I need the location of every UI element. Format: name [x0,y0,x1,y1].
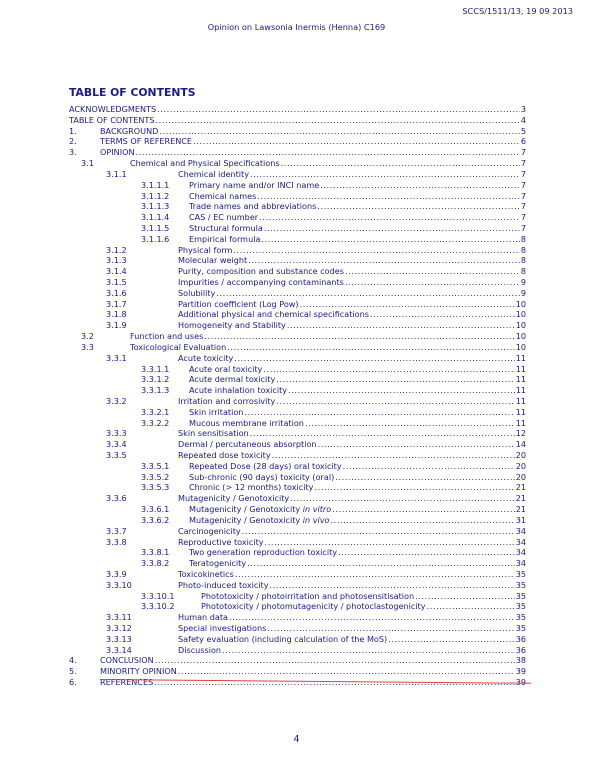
toc-entry-page: 21 [515,482,526,493]
toc-entry-number: 3.1.1.5 [141,222,170,233]
toc-entry[interactable] [69,655,526,666]
toc-entry-page: 10 [515,309,526,320]
toc-entry-number: 3.3.5 [106,450,127,460]
toc-entry-number: 2. [69,136,77,147]
toc-entry[interactable] [69,353,526,364]
toc-entry-page: 38 [515,655,526,666]
toc-entry-number: 3.3.8 [106,536,127,547]
toc-leader-dots [155,655,515,666]
toc-entry-number: 6. [69,677,77,688]
toc-entry-number: 3.3 [81,341,94,352]
toc-leader-dots [265,537,515,548]
toc-entry[interactable] [69,418,526,429]
toc-entry-page: 6 [520,136,526,147]
toc-entry-number: 3.3.1.3 [141,385,170,396]
toc-entry-label: CAS / EC number [189,212,259,223]
toc-entry-label: Sub-chronic (90 days) toxicity (oral) [189,471,335,482]
toc-entry-number: 3.3.5.2 [141,471,170,482]
toc-entry[interactable] [69,299,526,310]
toc-entry-label: Safety evaluation (including calculation of the MoS) [178,633,388,644]
toc-entry-number: 3.3.5.1 [141,460,170,471]
toc-entry[interactable] [69,223,526,234]
toc-leader-dots [259,212,520,223]
toc-entry-label: Chemical names [189,190,257,201]
toc-leader-dots [250,428,515,439]
toc-entry-page: 9 [520,287,526,298]
toc-entry-page: 11 [515,406,526,417]
toc-entry-page: 20 [515,460,526,471]
toc-entry[interactable] [69,158,526,169]
toc-entry-label: Skin irritation [189,406,244,417]
page-header-reference: SCCS/1511/13, 19 09 2013 [462,6,573,16]
toc-entry-page: 7 [520,179,526,190]
toc-entry-page: 10 [515,331,526,342]
toc-entry-label: OPINION [100,147,135,158]
toc-entry-number: 3. [69,147,77,158]
toc-entry-label: Trade names and abbreviations [189,201,317,212]
toc-leader-dots [335,472,514,483]
toc-leader-dots [264,223,520,234]
toc-entry-page: 34 [515,536,526,547]
toc-leader-dots [235,569,515,580]
toc-entry[interactable] [69,277,526,288]
toc-entry[interactable] [69,439,526,450]
toc-entry-label: Two generation reproduction toxicity [189,547,338,558]
toc-entry-number: 3.1.5 [106,277,127,287]
toc-entry-page: 35 [515,579,526,590]
toc-leader-dots [248,255,520,266]
toc-leader-dots [242,526,515,537]
toc-entry[interactable] [69,504,526,515]
toc-entry-label: TABLE OF CONTENTS [69,114,155,125]
toc-entry-page: 9 [520,277,526,287]
toc-entry-number: 3.1.2 [106,244,127,255]
toc-leader-dots [332,504,514,515]
toc-entry-page: 8 [520,244,526,255]
toc-entry[interactable] [69,212,526,223]
toc-leader-dots [314,482,514,493]
toc-entry[interactable] [69,428,526,439]
toc-leader-dots [318,439,515,450]
toc-entry[interactable] [69,526,526,537]
toc-entry-page: 14 [515,439,526,450]
toc-leader-dots [193,136,520,147]
toc-entry-number: 3.3.3 [106,428,127,439]
toc-entry[interactable] [69,309,526,320]
toc-entry-page: 11 [515,374,526,385]
toc-entry-number: 3.1.1.2 [141,190,170,201]
toc-leader-dots [233,245,519,256]
toc-entry-number: 3.3.6 [106,493,127,504]
toc-entry-page: 7 [520,168,526,179]
toc-entry-number: 1. [69,125,77,136]
toc-entry-number: 3.1.6 [106,287,127,298]
toc-entry[interactable] [69,569,526,580]
toc-entry[interactable] [69,385,526,396]
toc-entry[interactable] [69,342,526,353]
toc-entry[interactable] [69,255,526,266]
toc-entry[interactable] [69,645,526,656]
toc-leader-dots [290,493,515,504]
toc-entry-page: 11 [515,417,526,428]
toc-leader-dots [415,591,515,602]
toc-entry-number: 3.3.1 [106,352,127,363]
toc-leader-dots [272,450,515,461]
toc-entry[interactable] [69,450,526,461]
toc-entry-page: 36 [515,644,526,655]
toc-entry[interactable] [69,266,526,277]
toc-entry-page: 7 [520,190,526,201]
toc-leader-dots [320,180,520,191]
toc-entry[interactable] [69,482,526,493]
toc-entry-number: 3.3.8.2 [141,558,170,569]
toc-leader-dots [227,342,514,353]
toc-entry-label: Homogeneity and Stability [178,320,286,331]
toc-entry-page: 35 [515,612,526,623]
toc-entry-label: Photo-induced toxicity [178,579,269,590]
toc-entry-page: 35 [515,601,526,612]
toc-entry-page: 34 [515,558,526,569]
toc-leader-dots [276,396,514,407]
toc-entry-page: 21 [515,493,526,504]
toc-leader-dots [345,277,520,288]
toc-leader-dots [157,104,520,115]
toc-entry-number: 3.3.10.2 [141,601,175,612]
toc-entry-page: 10 [515,298,526,309]
table-of-contents [69,104,526,688]
toc-entry-page: 7 [520,201,526,212]
toc-entry[interactable] [69,407,526,418]
toc-leader-dots [300,299,515,310]
toc-entry-label: BACKGROUND [100,125,159,136]
toc-entry-page: 20 [515,471,526,482]
toc-entry-number: 3.1.1 [106,168,127,179]
toc-entry-number: 3.1.4 [106,266,127,277]
toc-entry-label: Chemical identity [178,168,250,179]
toc-entry-number: 3.1.1.1 [141,179,170,190]
toc-leader-dots [331,515,515,526]
toc-entry-page: 3 [520,104,526,114]
toc-entry-label: Additional physical and chemical specifications [178,309,369,320]
toc-entry-number: 3.3.2.1 [141,406,170,417]
toc-entry-label: MINORITY OPINION [100,666,177,677]
toc-entry-label: Empirical formula [189,233,261,244]
toc-entry-label: Acute dermal toxicity [189,374,276,385]
toc-leader-dots [270,580,515,591]
toc-entry[interactable] [69,623,526,634]
toc-leader-dots [204,331,514,342]
toc-entry-page: 35 [515,568,526,579]
toc-entry-label: ACKNOWLEDGMENTS [69,104,157,114]
toc-entry-number: 3.1.1.3 [141,201,170,212]
toc-leader-dots [229,612,515,623]
toc-leader-dots [263,364,514,375]
toc-entry[interactable] [69,115,526,126]
toc-entry[interactable] [69,515,526,526]
toc-entry-number: 3.3.12 [106,623,132,633]
toc-entry-number: 3.3.5.3 [141,482,170,493]
toc-entry-number: 3.3.8.1 [141,547,170,558]
toc-entry-number: 3.3.10.1 [141,590,175,601]
toc-entry-number: 3.1.7 [106,298,127,309]
toc-entry-page: 8 [520,233,526,244]
toc-entry-page: 5 [520,125,526,136]
toc-entry[interactable] [69,580,526,591]
toc-entry[interactable] [69,396,526,407]
toc-leader-dots [257,191,520,202]
toc-entry-number: 3.1 [81,158,94,169]
toc-entry-number: 3.3.2 [106,395,127,406]
toc-entry-label: Mucous membrane irritation [189,417,304,428]
toc-leader-dots [288,385,515,396]
toc-entry-page: 7 [520,212,526,223]
toc-entry[interactable] [69,126,526,137]
toc-entry-number: 3.3.1.2 [141,374,170,385]
toc-entry-label: CONCLUSION [100,655,154,666]
toc-leader-dots [267,623,514,634]
toc-entry-label: Molecular weight [178,255,248,266]
toc-leader-dots [281,158,520,169]
toc-entry-page: 39 [515,677,526,688]
toc-leader-dots [216,288,520,299]
toc-entry[interactable] [69,493,526,504]
toc-entry[interactable] [69,234,526,245]
toc-entry[interactable] [69,461,526,472]
toc-entry[interactable] [69,201,526,212]
toc-entry-label: Partition coefficient (Log Pow) [178,298,299,309]
toc-entry-label: Irritation and corrosivity [178,395,276,406]
toc-entry-label: REFERENCES [100,677,154,688]
toc-entry-page: 7 [520,222,526,233]
toc-entry-number: 3.3.10 [106,579,132,590]
toc-entry-number: 3.3.4 [106,439,127,450]
toc-entry-label: Toxicokinetics [178,568,234,579]
toc-entry-label: Acute oral toxicity [189,363,263,374]
toc-entry[interactable] [69,591,526,602]
toc-leader-dots [244,407,514,418]
toc-entry[interactable] [69,104,526,115]
toc-leader-dots [234,353,514,364]
toc-entry-label: Special investigations [178,623,267,633]
toc-entry-label: Reproductive toxicity [178,536,264,547]
toc-leader-dots [388,634,515,645]
toc-entry-label: Chemical and Physical Specifications [130,158,280,169]
toc-entry-number: 3.3.7 [106,525,127,536]
toc-entry-number: 4. [69,655,77,666]
page-number: 4 [293,734,300,745]
toc-entry-page: 10 [515,320,526,331]
toc-entry-label: Structural formula [189,222,263,233]
toc-entry-page: 35 [515,623,526,633]
toc-entry-label: Chronic (> 12 months) toxicity [189,482,314,493]
toc-entry-label: Function and uses [130,331,204,342]
toc-leader-dots [247,558,515,569]
toc-entry-label: Acute inhalation toxicity [189,385,288,396]
toc-entry-label: Impurities / accompanying contaminants [178,277,344,287]
toc-entry-label: Repeated dose toxicity [178,450,271,460]
toc-leader-dots [427,601,515,612]
toc-entry-label: Toxicological Evaluation [130,341,227,352]
toc-entry[interactable] [69,558,526,569]
toc-entry-label: Phototoxicity / photomutagenicity / photoclastogenicity [201,601,426,612]
toc-entry-label: Solubility [178,287,216,298]
toc-entry-number: 3.1.9 [106,320,127,331]
toc-entry-page: 12 [515,428,526,439]
toc-entry[interactable] [69,191,526,202]
toc-entry-label: Dermal / percutaneous absorption [178,439,317,450]
toc-entry[interactable] [69,320,526,331]
toc-entry-label: Skin sensitisation [178,428,249,439]
toc-entry-page: 34 [515,525,526,536]
toc-leader-dots [345,266,520,277]
toc-title: TABLE OF CONTENTS [69,86,196,99]
toc-entry[interactable] [69,288,526,299]
toc-entry-label: Human data [178,612,228,623]
toc-entry-label: Teratogenicity [189,558,247,569]
toc-leader-dots [305,418,515,429]
toc-entry[interactable] [69,374,526,385]
toc-entry-page: 11 [515,352,526,363]
toc-entry-number: 3.3.11 [106,612,132,623]
toc-entry-label: Physical form [178,244,233,255]
page-header-title: Opinion on Lawsonia Inermis (Henna) C169 [207,22,386,32]
toc-entry-number: 3.1.8 [106,309,127,320]
toc-leader-dots [222,645,515,656]
toc-entry-number: 3.3.9 [106,568,127,579]
toc-leader-dots [276,374,514,385]
toc-leader-dots [338,547,515,558]
toc-entry-label: Mutagenicity / Genotoxicity in vivo [189,514,330,525]
toc-entry-label: Discussion [178,644,222,655]
toc-entry[interactable] [69,364,526,375]
toc-entry-number: 3.3.2.2 [141,417,170,428]
toc-entry-label: Primary name and/or INCI name [189,179,320,190]
toc-entry-page: 36 [515,633,526,644]
toc-leader-dots [155,115,519,126]
toc-entry-number: 3.3.6.2 [141,514,170,525]
toc-entry[interactable] [69,136,526,147]
toc-entry-number: 3.1.1.6 [141,233,170,244]
toc-entry-number: 3.3.1.1 [141,363,170,374]
toc-entry-label: Phototoxicity / photoirritation and photosensitisation [201,590,415,601]
toc-entry-number: 3.2 [81,331,94,342]
toc-entry-page: 34 [515,547,526,558]
toc-entry-page: 4 [520,114,526,125]
toc-leader-dots [287,320,515,331]
toc-entry[interactable] [69,547,526,558]
toc-leader-dots [178,666,515,677]
toc-entry-page: 39 [515,666,526,677]
toc-leader-dots [261,234,519,245]
toc-entry[interactable] [69,666,526,677]
toc-entry[interactable] [69,537,526,548]
toc-entry-label: Acute toxicity [178,352,234,363]
toc-leader-dots [159,126,519,137]
toc-entry-label: Purity, composition and substance codes [178,266,344,277]
toc-entry-label: Repeated Dose (28 days) oral toxicity [189,460,342,471]
toc-entry[interactable] [69,472,526,483]
toc-entry-number: 3.1.1.4 [141,212,170,223]
toc-entry-page: 21 [515,504,526,515]
toc-entry-page: 11 [515,363,526,374]
toc-entry[interactable] [69,245,526,256]
toc-entry-page: 11 [515,395,526,406]
toc-entry[interactable] [69,612,526,623]
toc-entry-page: 7 [520,158,526,169]
toc-entry-page: 10 [515,341,526,352]
toc-entry-label: Mutagenicity / Genotoxicity [178,493,290,504]
toc-entry-label: Carcinogenicity [178,525,241,536]
toc-entry-number: 5. [69,666,77,677]
toc-leader-dots [370,309,515,320]
toc-entry-label: TERMS OF REFERENCE [100,136,193,147]
toc-entry-page: 8 [520,255,526,266]
toc-entry-page: 7 [520,147,526,158]
toc-entry-page: 20 [515,450,526,460]
toc-entry-page: 11 [515,385,526,396]
toc-entry-page: 35 [515,590,526,601]
toc-leader-dots [343,461,515,472]
toc-entry[interactable] [69,180,526,191]
toc-entry-number: 3.3.14 [106,644,132,655]
toc-leader-dots [136,147,520,158]
toc-entry[interactable] [69,147,526,158]
toc-entry-number: 3.1.3 [106,255,127,266]
toc-entry-page: 31 [515,514,526,525]
toc-leader-dots [250,169,520,180]
toc-entry[interactable] [69,331,526,342]
toc-entry[interactable] [69,634,526,645]
toc-entry[interactable] [69,601,526,612]
toc-entry[interactable] [69,169,526,180]
toc-entry-page: 8 [520,266,526,277]
toc-entry-number: 3.3.13 [106,633,132,644]
toc-entry-number: 3.3.6.1 [141,504,170,515]
toc-entry-label: Mutagenicity / Genotoxicity in vitro [189,504,332,515]
toc-leader-dots [317,201,519,212]
